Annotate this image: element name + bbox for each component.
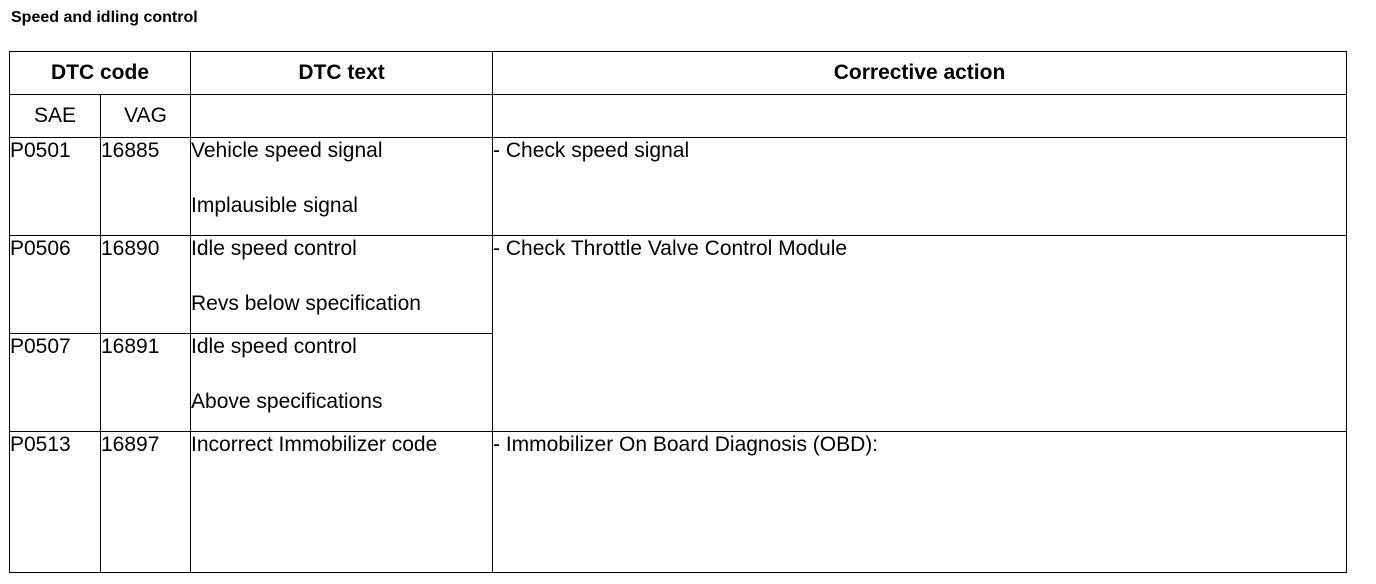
corrective-action: - Check speed signal	[493, 138, 1347, 236]
section-title: Speed and idling control	[11, 9, 198, 26]
header-corrective-action: Corrective action	[493, 52, 1347, 95]
dtc-detail: Revs below specification	[191, 292, 421, 315]
subheader-empty-action	[493, 95, 1347, 138]
dtc-table	[9, 51, 1347, 573]
dtc-text-cell	[191, 432, 493, 573]
sae-code: P0501	[10, 138, 101, 236]
dtc-text: Incorrect Immobilizer code	[191, 433, 438, 456]
table-header-row	[10, 52, 1347, 95]
dtc-text-cell	[191, 334, 493, 432]
table-subheader-row	[10, 95, 1347, 138]
sae-code: P0507	[10, 334, 101, 432]
table-row	[10, 236, 1347, 334]
vag-code: 16891	[101, 334, 191, 432]
sae-code: P0513	[10, 432, 101, 573]
vag-code: 16897	[101, 432, 191, 573]
subheader-sae: SAE	[10, 95, 101, 138]
dtc-text-cell	[191, 236, 493, 334]
dtc-detail: Above specifications	[191, 390, 383, 413]
dtc-detail: Implausible signal	[191, 194, 358, 217]
dtc-text-cell	[191, 138, 493, 236]
corrective-action: - Check Throttle Valve Control Module	[493, 236, 1347, 432]
dtc-text: Vehicle speed signal	[191, 139, 383, 162]
subheader-vag: VAG	[101, 95, 191, 138]
header-dtc-text: DTC text	[191, 52, 493, 95]
sae-code: P0506	[10, 236, 101, 334]
dtc-text: Idle speed control	[191, 335, 357, 358]
dtc-text: Idle speed control	[191, 237, 357, 260]
vag-code: 16885	[101, 138, 191, 236]
header-dtc-code: DTC code	[10, 52, 191, 95]
subheader-empty-text	[191, 95, 493, 138]
table-row	[10, 432, 1347, 573]
table-row	[10, 138, 1347, 236]
corrective-action: - Immobilizer On Board Diagnosis (OBD):	[493, 432, 1347, 573]
vag-code: 16890	[101, 236, 191, 334]
